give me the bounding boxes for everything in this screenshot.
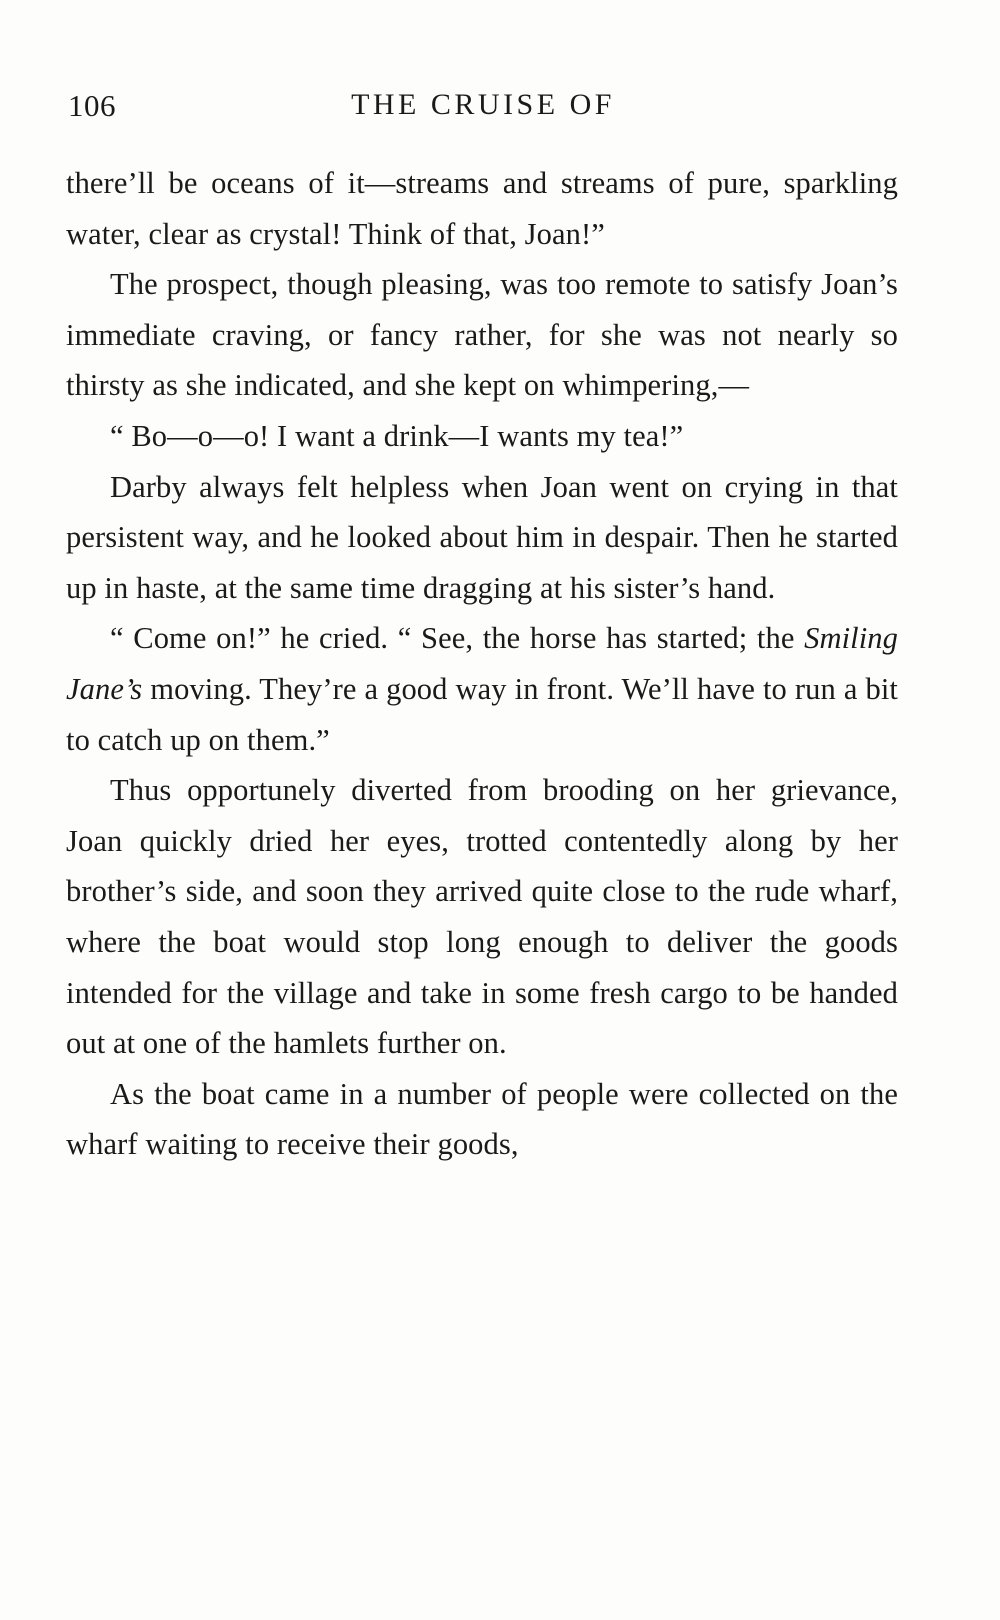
page-header [68,88,898,128]
paragraph-2: The prospect, though pleasing, was too remote to satisfy Joan’s immediate craving, or fancy rather, for she was not nearly so thirsty as she indicated, and she kept on whimpering,— [66,267,898,403]
ship-name-italic: Smiling Jane’s [66,621,898,706]
page-number: 106 [68,88,116,123]
paragraph-4: Darby always felt helpless when Joan went on crying in that persistent way, and he looked about him in despair. Then he started up in haste, at the same time dragging at his sister’s hand. [66,469,898,605]
paragraph-5-lead: “ Come on!” he cried. “ See, the horse has started; the [110,621,805,656]
page-body [66,158,898,1170]
paragraph-3: “ Bo—o—o! I want a drink—I wants my tea!” [110,418,684,453]
running-head: THE CRUISE OF [351,88,615,121]
paragraph-5 [66,613,898,765]
paragraph-6: Thus opportunely diverted from brooding on her grievance, Joan quickly dried her eyes, trotted contentedly along by her brother’s side, and soon they arrived quite close to the rude wharf, where the boat would stop long enough to deliver the goods intended for the village and take in some fresh cargo to be handed out at one of the hamlets further on. [66,773,898,1061]
paragraph-1: there’ll be oceans of it—streams and streams of pure, sparkling water, clear as crystal! Think of that, Joan!” [66,166,898,251]
paragraph-7: As the boat came in a number of people were collected on the wharf waiting to receive their goods, [66,1076,898,1162]
paragraph-5-tail: moving. They’re a good way in front. We’ll have to run a bit to catch up on them.” [66,671,898,757]
